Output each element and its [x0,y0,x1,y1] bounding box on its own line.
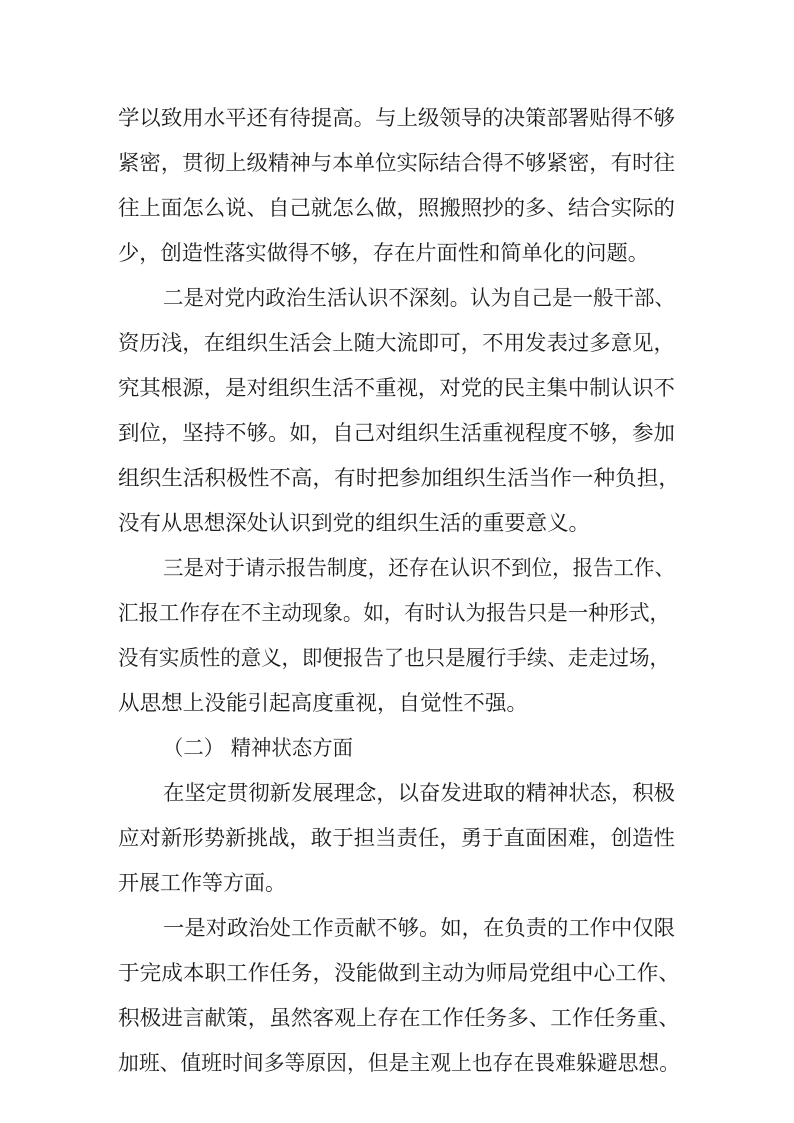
text-line-content: 没有从思想深处认识到党的组织生活的重要意义。 [118,511,590,535]
text-line [118,419,794,447]
text-line [118,689,794,717]
text-line [118,239,794,267]
text-line [118,509,794,537]
text-line-content: 往上面怎么说、自己就怎么做，照搬照抄的多、结合实际的 [118,196,675,220]
text-line-content: 究其根源，是对组织生活不重视，对党的民主集中制认识不 [118,376,675,400]
text-line [118,599,794,627]
section-heading-text: （二） 精神状态方面 [163,736,353,760]
text-line-content: 应对新形势新挑战，敢于担当责任，勇于直面困难，创造性 [118,826,675,850]
text-line-content: 在坚定贯彻新发展理念，以奋发进取的精神状态，积极 [163,781,676,805]
text-line-content: 汇报工作存在不主动现象。如，有时认为报告只是一种形式， [118,601,670,625]
text-line [118,374,794,402]
text-line-content: 学以致用水平还有待提高。与上级领导的决策部署贴得不够 [118,106,675,130]
text-line-content: 加班、值班时间多等原因，但是主观上也存在畏难躲避思想。 [118,1051,681,1075]
text-line-content: 从思想上没能引起高度重视，自觉性不强。 [118,691,529,715]
text-line [118,329,794,357]
text-line-content: 开展工作等方面。 [118,871,286,895]
text-line-content: 没有实质性的意义，即便报告了也只是履行手续、走走过场， [118,646,670,670]
text-line [118,644,794,672]
text-line [163,779,794,807]
text-line-content: 紧密，贯彻上级精神与本单位实际结合得不够紧密，有时往 [118,151,675,175]
text-line [118,869,794,897]
text-line-content: 二是对党内政治生活认识不深刻。认为自己是一般干部、 [163,286,675,310]
text-line-content: 到位，坚持不够。如，自己对组织生活重视程度不够，参加 [118,421,675,445]
text-line [118,824,794,852]
text-line-content: 积极进言献策，虽然客观上存在工作任务多、工作任务重、 [118,1006,680,1030]
text-line-content: 少，创造性落实做得不够，存在片面性和简单化的问题。 [118,241,649,265]
text-line [118,959,794,987]
text-line-content: 资历浅，在组织生活会上随大流即可，不用发表过多意见， [118,331,675,355]
text-line-content: 三是对于请示报告制度，还存在认识不到位，报告工作、 [163,556,675,580]
text-line [118,1004,794,1032]
text-line [163,914,794,942]
text-line [118,464,794,492]
text-line [163,284,794,312]
text-line [163,554,794,582]
text-line-content: 组织生活积极性不高，有时把参加组织生活当作一种负担， [118,466,680,490]
section-heading [163,734,794,762]
text-line-content: 于完成本职工作任务，没能做到主动为师局党组中心工作、 [118,961,680,985]
text-line [118,194,794,222]
text-line [118,104,794,132]
text-line-content: 一是对政治处工作贡献不够。如，在负责的工作中仅限 [163,916,676,940]
text-line [118,1049,794,1077]
text-line [118,149,794,177]
